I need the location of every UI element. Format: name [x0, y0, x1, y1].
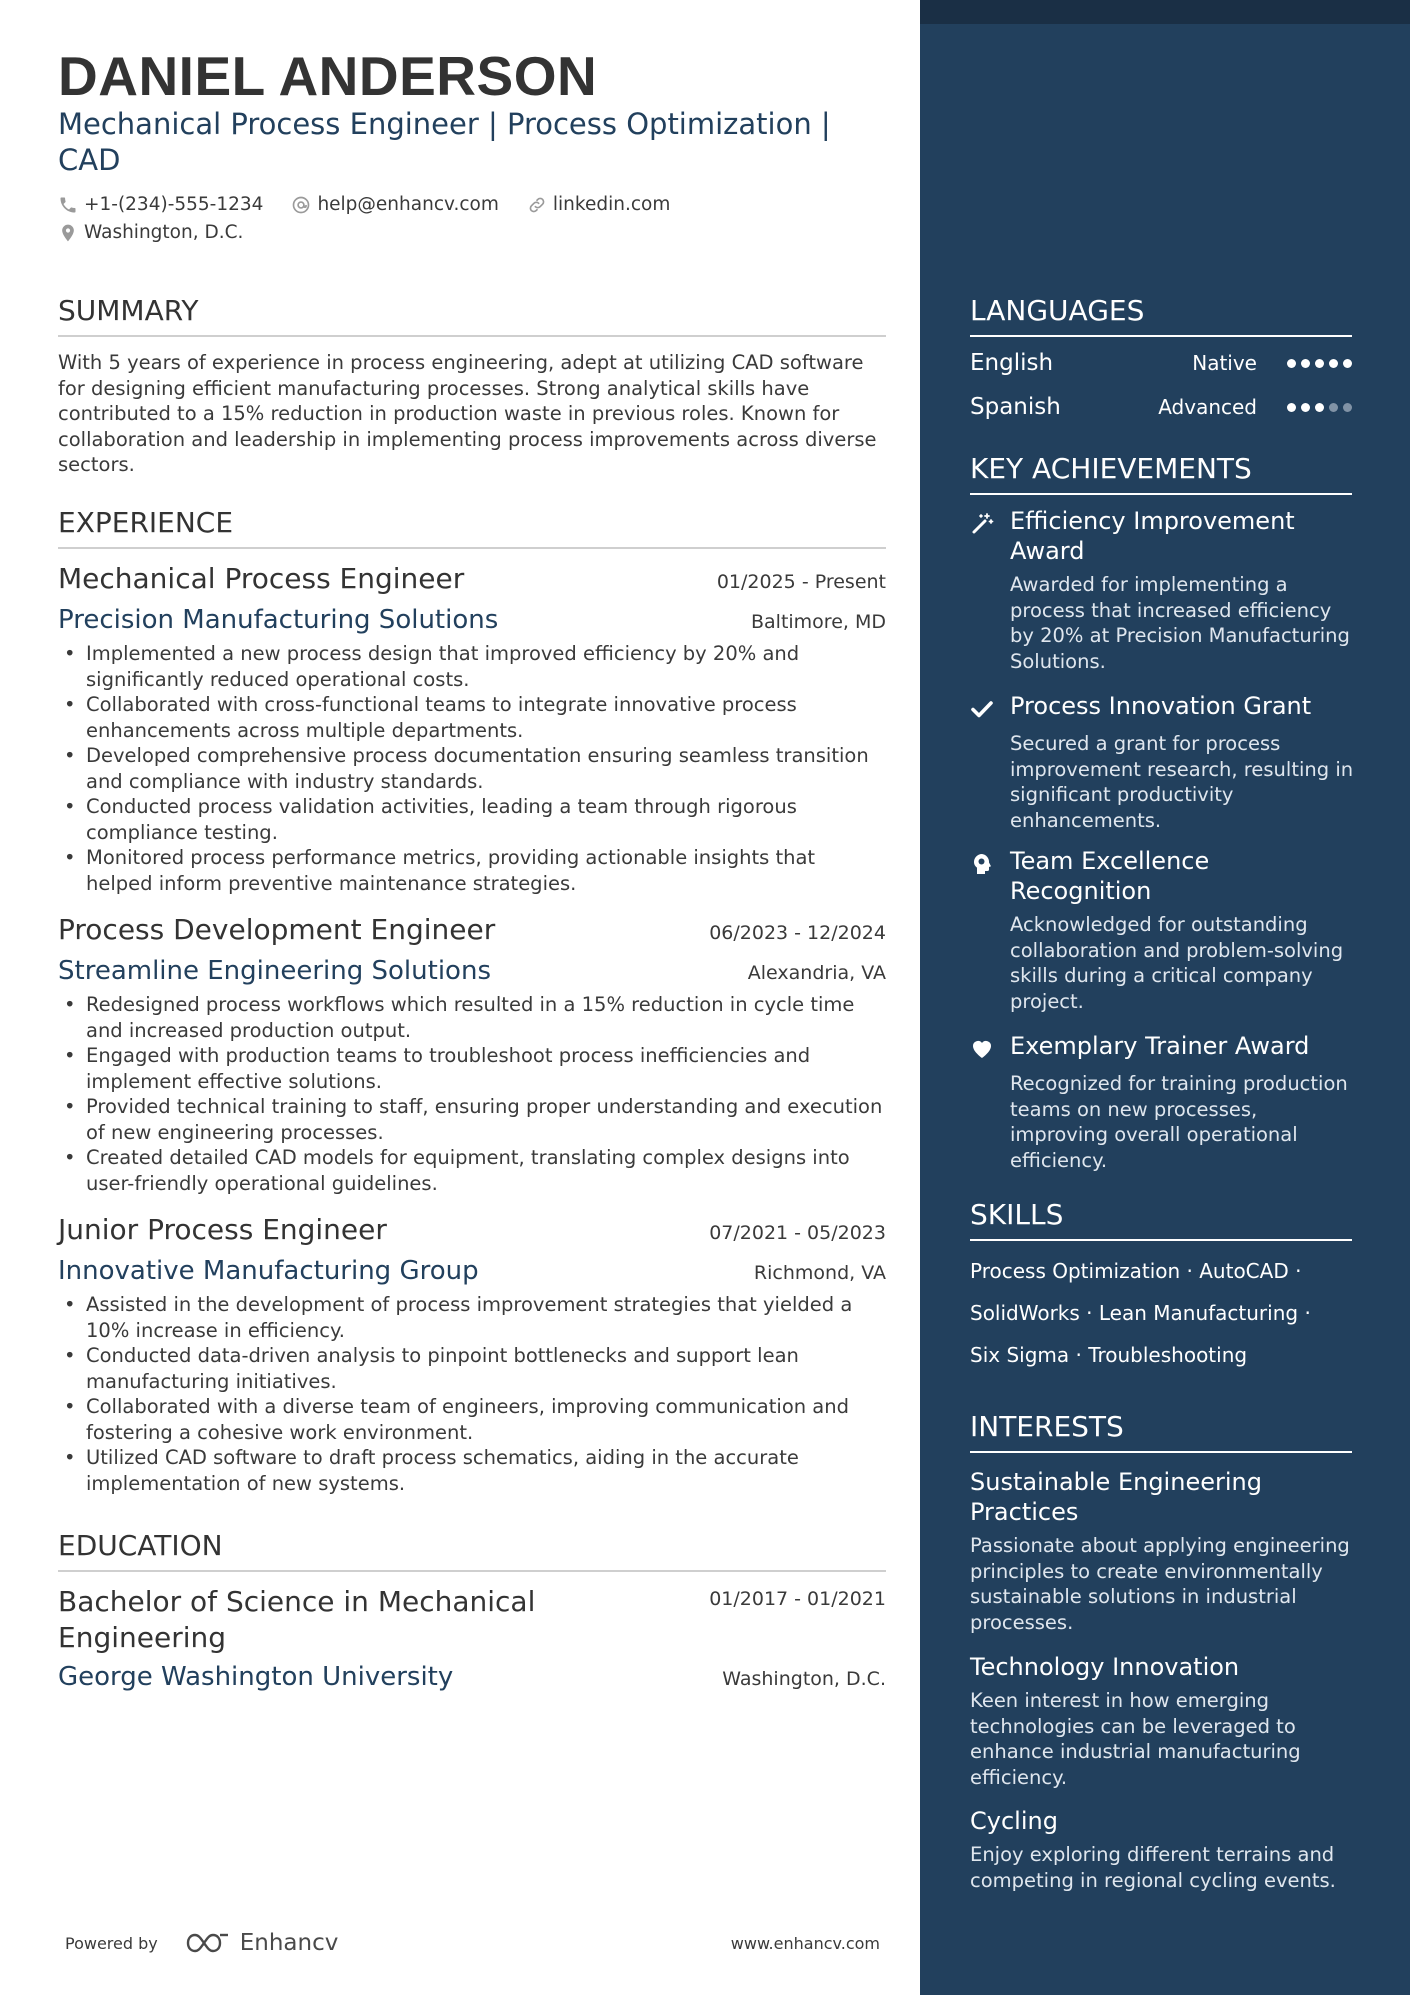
education-heading: EDUCATION [58, 1529, 886, 1572]
powered-by-label: Powered by [65, 1933, 158, 1953]
language-row [970, 394, 1352, 420]
at-icon [291, 195, 311, 215]
language-rating [1287, 359, 1352, 368]
job-company: Streamline Engineering Solutions [58, 956, 491, 986]
rating-dot-filled [1315, 403, 1324, 412]
rating-dot-filled [1301, 403, 1310, 412]
skills-line: Six Sigma · Troubleshooting [970, 1343, 1248, 1367]
job-dates: 01/2025 - Present [716, 571, 886, 593]
contact-row-2 [58, 222, 243, 243]
education-dates: 01/2017 - 01/2021 [709, 1588, 886, 1610]
rating-dot-filled [1329, 359, 1338, 368]
achievement-item [970, 846, 1355, 1014]
job-company: Innovative Manufacturing Group [58, 1256, 479, 1286]
interest-title: Sustainable Engineering Practices [970, 1468, 1262, 1526]
interest-desc: Enjoy exploring different terrains and competing in regional cycling events. [970, 1843, 1336, 1892]
contact-location [58, 222, 243, 243]
rating-dot-filled [1343, 359, 1352, 368]
interest-item [970, 1467, 1355, 1635]
language-level: Native [1192, 351, 1257, 375]
achievements-heading: KEY ACHIEVEMENTS [970, 452, 1352, 495]
job-location: Baltimore, MD [750, 611, 886, 633]
job-role: Process Development Engineer [58, 913, 496, 946]
education-location: Washington, D.C. [722, 1668, 886, 1690]
job-location: Alexandria, VA [747, 962, 886, 984]
job-bullet: • Engaged with production teams to troubleshoot process inefficiencies and implement effective solutions. [58, 1043, 886, 1094]
interest-item [970, 1652, 1355, 1790]
skills-line: Process Optimization · AutoCAD · [970, 1259, 1302, 1283]
experience-heading: EXPERIENCE [58, 506, 886, 549]
education-school: George Washington University [58, 1662, 454, 1692]
interest-item [970, 1806, 1355, 1893]
job-bullet: • Conducted process validation activities, leading a team through rigorous compliance testing. [58, 794, 886, 845]
contact-row [58, 194, 670, 215]
education-entry [58, 1584, 886, 1692]
achievement-desc: Secured a grant for process improvement research, resulting in significant productivity enhancements. [1010, 732, 1354, 832]
job-bullet: • Conducted data-driven analysis to pinpoint bottlenecks and support lean manufacturing initiatives. [58, 1343, 886, 1394]
link-icon [527, 195, 547, 215]
interests-heading: INTERESTS [970, 1410, 1352, 1453]
job-location: Richmond, VA [753, 1262, 886, 1284]
education-degree: Bachelor of Science in Mechanical Engineering [58, 1585, 536, 1654]
summary-text: With 5 years of experience in process engineering, adept at utilizing CAD software for designing efficient manufacturing processes. Strong analytical skills have contributed to a 15% reduction in production waste in previous roles. Known for collaboration and leadership in implementing process improvements across diverse sectors. [58, 351, 877, 476]
interest-title: Cycling [970, 1807, 1058, 1835]
job-company: Precision Manufacturing Solutions [58, 605, 499, 635]
enhancv-brand[interactable] [184, 1930, 339, 1956]
job-bullet: • Collaborated with cross-functional teams to integrate innovative process enhancements across multiple departments. [58, 692, 886, 743]
job-role: Junior Process Engineer [58, 1213, 387, 1246]
email-text: help@enhancv.com [317, 194, 499, 215]
powered-by [65, 1930, 338, 1956]
job-entry [58, 913, 886, 1196]
language-name: Spanish [970, 394, 1061, 420]
candidate-name: DANIEL ANDERSON [58, 45, 598, 107]
job-bullet: • Assisted in the development of process improvement strategies that yielded a 10% increase in efficiency. [58, 1292, 886, 1343]
job-entry [58, 1213, 886, 1496]
job-bullet: • Monitored process performance metrics, providing actionable insights that helped inform preventive maintenance strategies. [58, 845, 886, 896]
interest-desc: Keen interest in how emerging technologies can be leveraged to enhance industrial manufacturing efficiency. [970, 1689, 1301, 1789]
job-bullets [58, 1292, 886, 1496]
interest-desc: Passionate about applying engineering principles to create environmentally sustainable solutions in industrial processes. [970, 1534, 1350, 1634]
job-bullet: • Developed comprehensive process documentation ensuring seamless transition and compliance with industry standards. [58, 743, 886, 794]
achievement-item [970, 691, 1355, 833]
rating-dot-filled [1287, 359, 1296, 368]
contact-linkedin[interactable] [527, 194, 670, 215]
rating-dot-filled [1287, 403, 1296, 412]
job-bullets [58, 641, 886, 896]
head-lightbulb-icon [970, 852, 994, 876]
language-name: English [970, 350, 1054, 376]
job-dates: 06/2023 - 12/2024 [709, 922, 886, 944]
brand-text: Enhancv [239, 1930, 339, 1956]
job-bullet: • Redesigned process workflows which resulted in a 15% reduction in cycle time and increased production output. [58, 992, 886, 1043]
language-level: Advanced [1158, 395, 1257, 419]
achievement-desc: Awarded for implementing a process that increased efficiency by 20% at Precision Manufacturing Solutions. [1010, 573, 1350, 673]
job-bullet: • Implemented a new process design that improved efficiency by 20% and significantly reduced operational costs. [58, 641, 886, 692]
job-bullet: • Created detailed CAD models for equipment, translating complex designs into user-friendly operational guidelines. [58, 1145, 886, 1196]
achievement-item [970, 1031, 1355, 1173]
magic-wand-icon [970, 512, 994, 536]
footer [65, 1930, 880, 1956]
language-row [970, 350, 1352, 376]
achievement-title: Team Excellence Recognition [1010, 847, 1210, 905]
interest-title: Technology Innovation [970, 1653, 1240, 1681]
achievement-title: Exemplary Trainer Award [1010, 1032, 1310, 1060]
job-bullet: • Utilized CAD software to draft process schematics, aiding in the accurate implementation of new systems. [58, 1445, 886, 1496]
phone-icon [58, 195, 78, 215]
contact-email[interactable] [291, 194, 498, 215]
heart-icon [970, 1037, 994, 1061]
job-entry [58, 562, 886, 896]
location-text: Washington, D.C. [84, 222, 244, 243]
job-bullet: • Provided technical training to staff, ensuring proper understanding and execution of new engineering processes. [58, 1094, 886, 1145]
job-dates: 07/2021 - 05/2023 [709, 1222, 886, 1244]
achievement-title: Process Innovation Grant [1010, 692, 1312, 720]
contact-phone[interactable] [58, 194, 263, 215]
rating-dot-empty [1329, 403, 1338, 412]
location-pin-icon [58, 223, 78, 243]
skills-heading: SKILLS [970, 1198, 1352, 1241]
achievement-title: Efficiency Improvement Award [1010, 507, 1295, 565]
linkedin-text: linkedin.com [552, 194, 671, 215]
achievement-desc: Acknowledged for outstanding collaboration and problem-solving skills during a critical company project. [1010, 913, 1344, 1013]
job-bullet: • Collaborated with a diverse team of engineers, improving communication and fostering a cohesive work environment. [58, 1394, 886, 1445]
footer-website[interactable]: www.enhancv.com [730, 1933, 880, 1953]
checkmark-icon [970, 697, 994, 721]
language-rating [1287, 403, 1352, 412]
skills-list [970, 1250, 1360, 1376]
skills-line: SolidWorks · Lean Manufacturing · [970, 1301, 1311, 1325]
rating-dot-empty [1343, 403, 1352, 412]
candidate-title: Mechanical Process Engineer | Process Optimization | CAD [58, 107, 831, 177]
job-bullets [58, 992, 886, 1196]
rating-dot-filled [1315, 359, 1324, 368]
languages-heading: LANGUAGES [970, 294, 1352, 337]
achievement-desc: Recognized for training production teams on new processes, improving overall operational efficiency. [1010, 1072, 1348, 1172]
rating-dot-filled [1301, 359, 1310, 368]
achievement-item [970, 506, 1355, 674]
job-role: Mechanical Process Engineer [58, 562, 465, 595]
phone-text: +1-(234)-555-1234 [84, 194, 264, 215]
sidebar-top-bar [920, 0, 1410, 24]
summary-heading: SUMMARY [58, 294, 886, 337]
enhancv-logo-icon [184, 1930, 232, 1956]
